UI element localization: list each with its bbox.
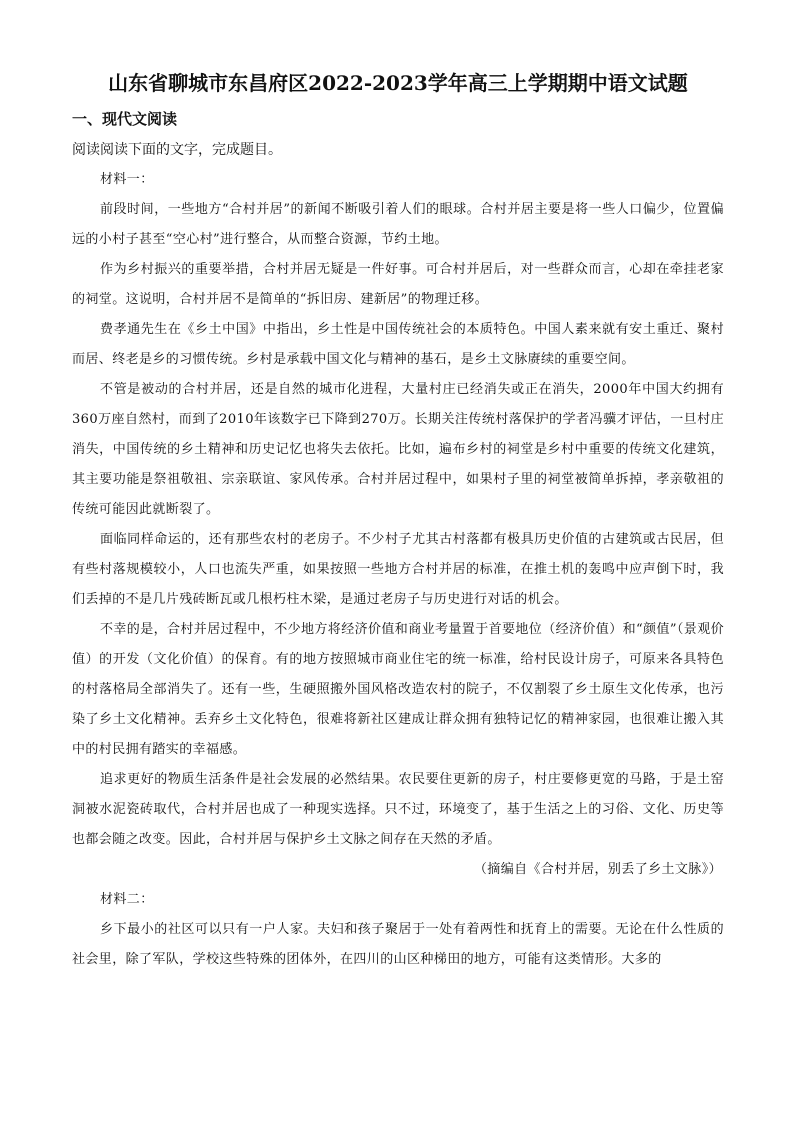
source-citation: （摘编自《合村并居，别丢了乡土文脉》） — [473, 862, 722, 877]
paragraph: 作为乡村振兴的重要举措，合村并居无疑是一件好事。可合村并居后，对一些群众而言，心却在牵挂老家的祠堂。这说明，合村并居不是简单的“拆旧房、建新居”的物理迁移。 — [72, 262, 724, 307]
paragraph: 不幸的是，合村并居过程中，不少地方将经济价值和商业考量置于首要地位（经济价值）和“颜值”（景观价值）的开发（文化价值）的保育。有的地方按照城市商业住宅的统一标准，给村民设计房子，可原来各具特色的村落格局全部消失了。还有一些，生硬照搬外国风格改造农村的院子，不仅割裂了乡土原生文化传承，也污染了乡土文化精神。丢弃乡土文化特色，很难将新社区建成让群众拥有独特记忆的精神家园，也很难让搬入其中的村民拥有踏实的幸福感。 — [72, 622, 724, 757]
paragraph: 费孝通先生在《乡土中国》中指出，乡土性是中国传统社会的本质特色。中国人素来就有安土重迁、聚村而居、终老是乡的习惯传统。乡村是承载中国文化与精神的基石，是乡土文脉赓续的重要空间。 — [72, 322, 724, 367]
paragraph: 前段时间，一些地方“合村并居”的新闻不断吸引着人们的眼球。合村并居主要是将一些人口偏少，位置偏远的小村子甚至“空心村”进行整合，从而整合资源，节约土地。 — [72, 202, 724, 247]
document-title: 山东省聊城市东昌府区2022-2023学年高三上学期期中语文试题 — [108, 71, 688, 95]
paragraph: 乡下最小的社区可以只有一户人家。夫妇和孩子聚居于一处有着两性和抚育上的需要。无论在什么性质的社会里，除了军队，学校这些特殊的团体外，在四川的山区种梯田的地方，可能有这类情形。大多的 — [72, 922, 724, 967]
paragraph: 不管是被动的合村并居，还是自然的城市化进程，大量村庄已经消失或正在消失，2000年中国大约拥有360万座自然村，而到了2010年该数字已下降到270万。长期关注传统村落保护的学者冯骥才评估，一旦村庄消失，中国传统的乡土精神和历史记忆也将失去依托。比如，遍布乡村的祠堂是乡村中重要的传统文化建筑，其主要功能是祭祖敬祖、宗亲联谊、家风传承。合村并居过程中，如果村子里的祠堂被简单拆掉，孝亲敬祖的传统可能因此就断裂了。 — [72, 382, 724, 517]
material-two — [72, 885, 724, 975]
material-one-label: 材料一： — [100, 172, 154, 187]
section-heading: 一、现代文阅读 — [72, 110, 178, 128]
paragraph: 追求更好的物质生活条件是社会发展的必然结果。农民要住更新的房子，村庄要修更宽的马路，于是土窑洞被水泥瓷砖取代，合村并居也成了一种现实选择。只不过，环境变了，基于生活之上的习俗、文化、历史等也都会随之改变。因此，合村并居与保护乡土文脉之间存在天然的矛盾。 — [72, 772, 724, 847]
paragraph: 面临同样命运的，还有那些农村的老房子。不少村子尤其古村落都有极具历史价值的古建筑或古民居，但有些村落规模较小，人口也流失严重，如果按照一些地方合村并居的标准，在推土机的轰鸣中应声倒下时，我们丢掉的不是几片残砖断瓦或几根朽柱木梁，是通过老房子与历史进行对话的机会。 — [72, 532, 724, 607]
material-two-label: 材料二： — [100, 892, 154, 907]
material-one — [72, 165, 724, 885]
reading-instruction: 阅读阅读下面的文字，完成题目。 — [72, 142, 282, 158]
